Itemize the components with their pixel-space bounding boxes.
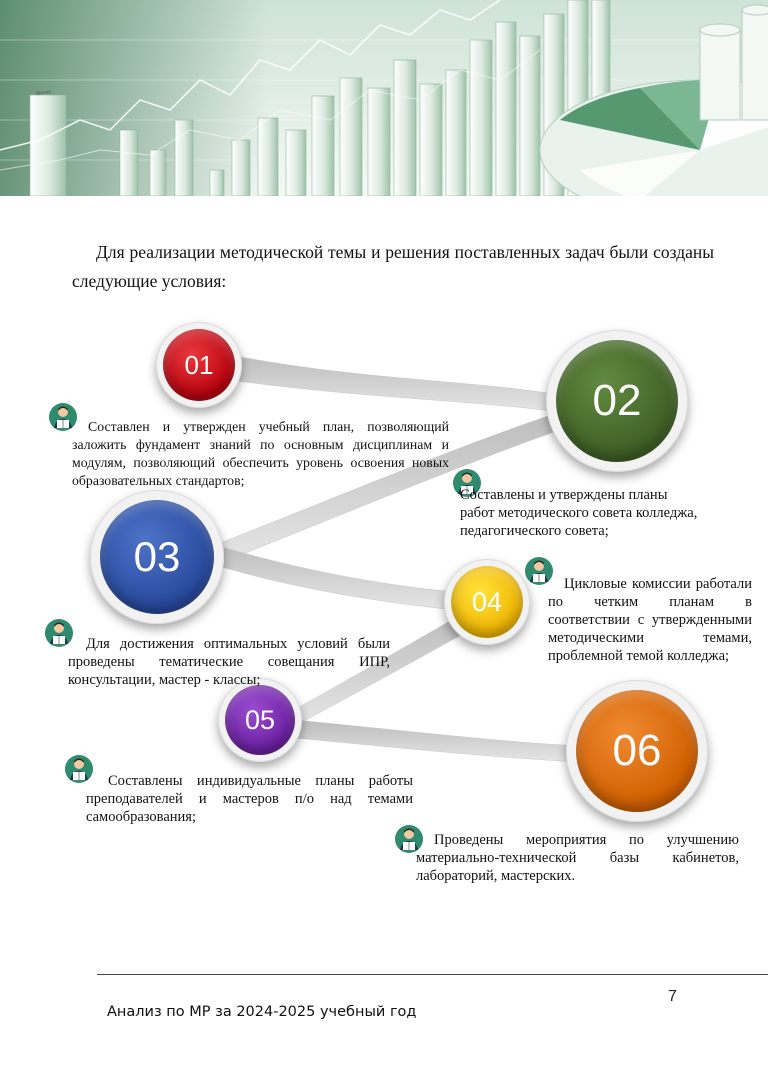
- condition-text-05: Составлены индивидуальные планы работы преподавателей и мастеров п/о над темами самообразования;: [86, 773, 413, 825]
- step-number-01: 01: [163, 329, 235, 401]
- step-circle-04: [444, 559, 530, 645]
- footer-divider: [97, 974, 768, 975]
- step-number-05: 05: [225, 685, 295, 755]
- footer-title: Анализ по МР за 2024-2025 учебный год: [107, 1004, 417, 1020]
- condition-text-03: Для достижения оптимальных условий были проведены тематические совещания ИПР, консультации, мастер - классы;: [68, 636, 390, 688]
- ribbon-05-06: [295, 720, 580, 762]
- condition-text-01: Составлен и утвержден учебный план, позволяющий заложить фундамент знаний по основным дисциплинам и модулям, позволяющий обеспечить уровень освоения новых образовательных стандартов;: [72, 419, 449, 488]
- intro-paragraph: Для реализации методической темы и решения поставленных задач были созданы следующие условия:: [72, 242, 714, 291]
- condition-text-06: Проведены мероприятия по улучшению материально-технической базы кабинетов, лабораторий, мастерских.: [416, 832, 739, 884]
- banner-money-label: Money: [35, 88, 52, 98]
- condition-text-04: Цикловые комиссии работали по четким планам в соответствии с утвержденными методическими темами, проблемной темой колледжа;: [548, 576, 752, 664]
- step-circle-06: [566, 680, 708, 822]
- step-circle-02: [546, 330, 688, 472]
- step-circle-01: [156, 322, 242, 408]
- step-number-02: 02: [556, 340, 678, 462]
- ribbon-01-02: [230, 355, 560, 412]
- step-number-04: 04: [451, 566, 523, 638]
- step-number-06: 06: [576, 690, 698, 812]
- step-circle-03: [90, 490, 224, 624]
- ribbon-03-04: [215, 545, 455, 610]
- step-circle-05: [218, 678, 302, 762]
- condition-text-02: Составлены и утверждены планы работ методического совета колледжа, педагогического совета;: [460, 487, 698, 539]
- step-number-03: 03: [100, 500, 214, 614]
- page-number: 7: [668, 988, 677, 1005]
